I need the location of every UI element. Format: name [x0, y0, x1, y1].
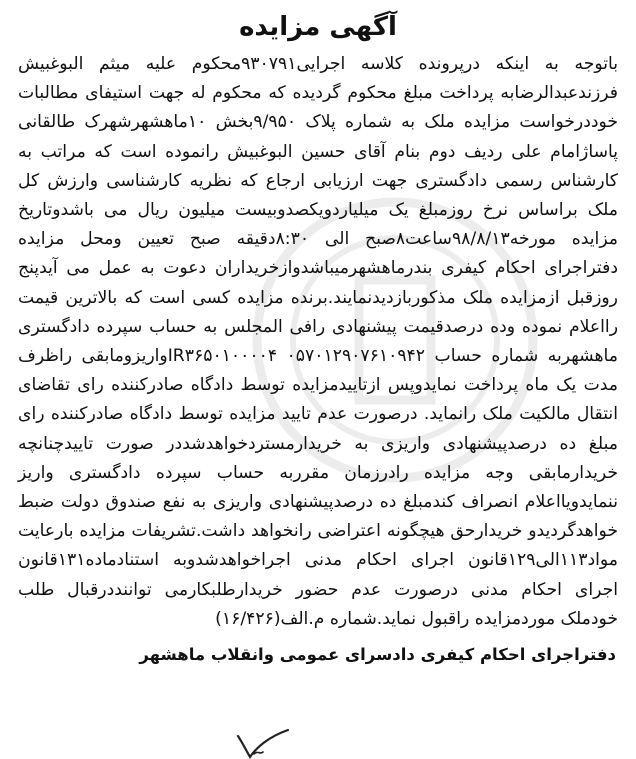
signature-mark: [232, 728, 292, 759]
notice-title: آگهی مزایده: [239, 12, 397, 42]
notice-body: باتوجه به اینکه درپرونده کلاسه اجرایی۹۳۰۷۹۱محکوم علیه میثم البوغبیش فرزندعبدالرضابه پرداخت مبلغ محکوم گردیده که محکوم له جهت استیفای مطالبات خوددرخواست مزایده ملک به شماره پلاک ۹/۹۵۰بخش ۱۰ماهشهرشهرک طالقانی پاساژامام علی ردیف دوم بنام آقای حسین البوغبیش رانموده است که مراتب به کارشناس رسمی دادگستری جهت ارزیابی ارجاع که نظریه کارشناسی وارزش کل ملک براساس نرخ روزمبلغ یک میلیاردویکصدوبیست میلیون ریال می باشدوتاریخ مزایده مورخه۹۸/۸/۱۳ساعت۸صبح الی ۸:۳۰دقیقه صبح تعیین ومحل مزایده دفتراجرای احکام کیفری بندرماهشهرمیباشدوازخریداران دعوت به عمل می آیدپنج روزقبل ازمزایده ملک مذکوربازدیدنمایند.برنده مزایده کسی است که بالاترین قیمت رااعلام نموده وده درصدقیمت پیشنهادی رافی المجلس به حساب سپرده دادگستری ماهشهربه شماره حساب IR۳۶۵۰۱۰۰۰۰۴ ۰۵۷۰۱۲۹۰۷۶۱۰۹۴۲واریزومابقی راظرف مدت یک ماه پرداخت نمایدوپس ازتاییدمزایده توسط دادگاه صادرکننده رای تقاضای انتقال مالکیت ملک رانماید. درصورت عدم تایید مزایده توسط دادگاه صادرکننده رای مبلغ ده درصدپیشنهادی واریزی به خریدارمستردخواهدشددر صورت تاییدچنانچه خریدارمابقی وجه مزایده رادرزمان مقرربه حساب سپرده دادگستری واریز ننمایدویااعلام انصراف کندمبلغ ده درصدپیشنهادی واریزی به نفع صندوق دولت ضبط خواهدگردیدو خریدارحق هیچگونه اعتراضی رانخواهد داشت.تشریفات مزایده بارعایت مواد۱۱۳الی۱۲۹قانون اجرای احکام مدنی اجراخواهدشدوبه استنادماده۱۳۱قانون اجرای احکام مدنی درصورت عدم حضور خریدارطلبکارمی تواننددرقبال طلب خودملک موردمزایده راقبول نماید.شماره م.الف(۱۶/۴۲۶): [18, 54, 619, 629]
notice-footer: دفتراجرای احکام کیفری دادسرای عمومی وانقلاب ماهشهر: [139, 645, 616, 665]
